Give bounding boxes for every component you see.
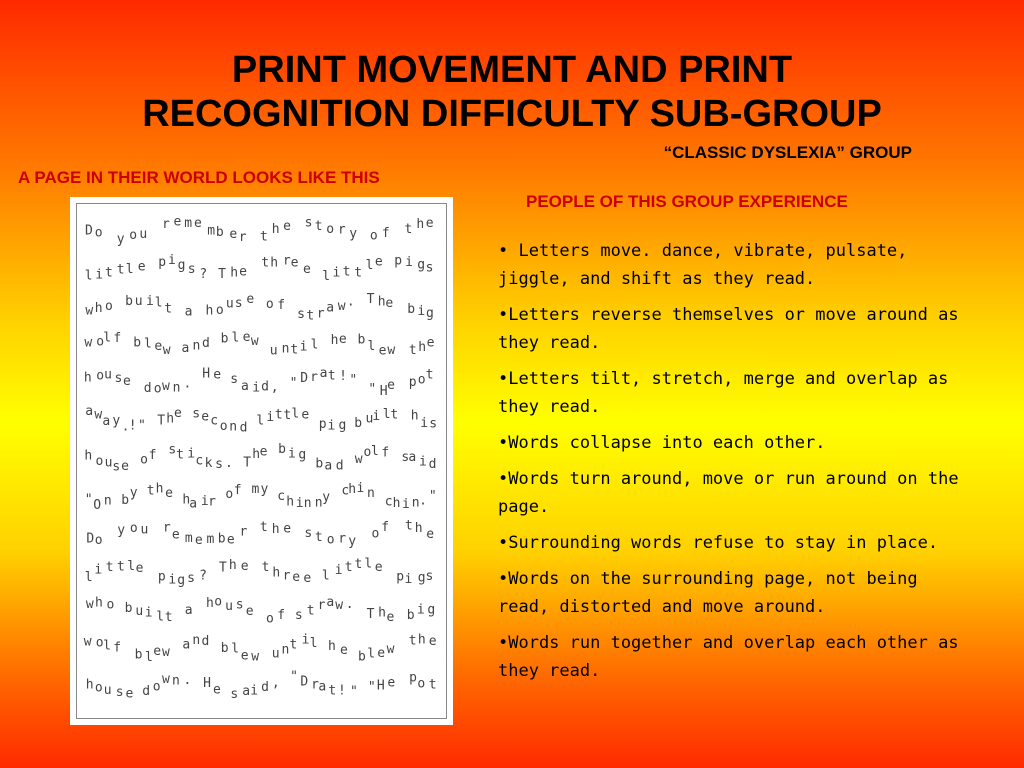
experience-list	[498, 237, 960, 693]
distorted-line: h ou se d ow n . H e s a id , " D r at ! " " He pot	[83, 366, 434, 399]
right-caption: PEOPLE OF THIS GROUP EXPERIENCE	[526, 192, 848, 211]
distorted-line: h ouse of st ick s . The b i g ba d wol f sa i d	[84, 441, 437, 475]
distorted-text-illustration	[77, 204, 446, 718]
title-line-2: RECOGNITION DIFFICULTY SUB-GROUP	[142, 93, 882, 135]
distorted-page-frame	[76, 203, 447, 719]
experience-item: •Surrounding words refuse to stay in place.	[498, 533, 939, 553]
slide-subtitle: “CLASSIC DYSLEXIA” GROUP	[663, 143, 912, 162]
distorted-line: l i t tl e p i g s ? T he th re e l i t t le p i gs	[84, 253, 434, 284]
distorted-line: w ol f b lew a nd b l e w u nt il h e bl ew th e	[83, 632, 437, 665]
experience-item: •Words collapse into each other.	[498, 433, 826, 453]
experience-item: •Words turn around, move or run around on the page.	[498, 469, 959, 517]
experience-item: •Words run together and overlap each other as they read.	[498, 633, 959, 681]
distorted-page-image	[70, 197, 453, 725]
distorted-line: awa y.!" The sec o n d l ittl e pi g b ui lt h is	[85, 404, 438, 436]
slide-title	[0, 48, 1024, 136]
distorted-line: wh o b ui lt a ho u s e o f s t raw . T he b i g	[85, 594, 436, 627]
distorted-line: w ol f b l ew a n d b l ew u nti l he b l ew t he	[84, 330, 435, 359]
experience-item: •Letters reverse themselves or move around as they read.	[498, 305, 959, 353]
experience-item: •Letters tilt, stretch, merge and overlap as they read.	[498, 369, 949, 417]
experience-item: •Words on the surrounding page, not being read, distorted and move around.	[498, 569, 918, 617]
distorted-line: Do y o u re m e m ber t h e s t o r y o f t h e	[86, 518, 435, 550]
distorted-line: w h o b u il t a h o us e o f st r a w. T he b ig	[85, 291, 434, 324]
distorted-line: "O n by th e ha ir of my ch in ny chi n ch i n. "	[84, 480, 437, 513]
distorted-line: D o y o u r e m emb e r t h e s t o r y o f t h e	[85, 214, 434, 247]
distorted-line: hou s e d ow n . H e s ai d , " D ra t ! " "H e po t	[85, 669, 437, 703]
experience-item: • Letters move. dance, vibrate, pulsate, jiggle, and shift as they read.	[498, 241, 908, 289]
left-caption: A PAGE IN THEIR WORLD LOOKS LIKE THIS	[18, 168, 380, 187]
title-line-1: PRINT MOVEMENT AND PRINT	[231, 49, 793, 91]
distorted-line: l i t t le p ig s ? T h e t h r e e l i t t l e pi gs	[84, 556, 434, 589]
